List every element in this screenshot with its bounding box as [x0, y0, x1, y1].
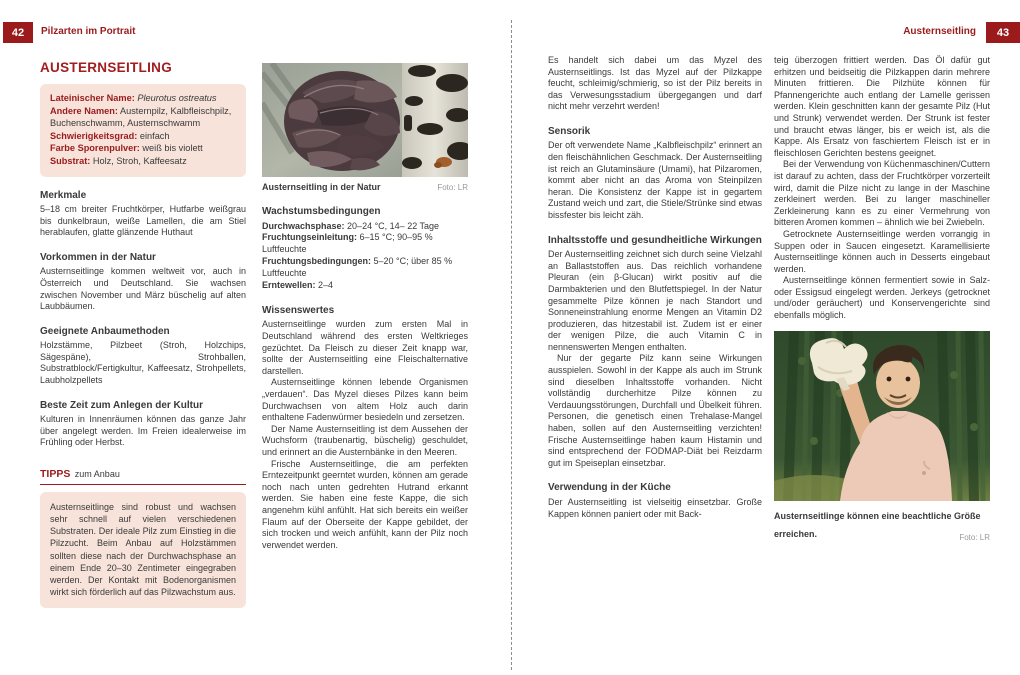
photo-caption-row: [774, 506, 990, 542]
infobox-value-substrate: Holz, Stroh, Kaffeesatz: [92, 155, 187, 166]
left-page-column-2: [262, 63, 468, 551]
growth-conditions-list: [262, 221, 468, 292]
growth-value: 5–20 °C; über 85 % Luftfeuchte: [262, 256, 453, 279]
growth-value: 6–15 °C; 90–95 % Luftfeuchte: [262, 232, 433, 255]
photo-caption: Austernseitling in der Natur: [262, 182, 381, 192]
verwendung-paragraph-continued: teig überzogen frittiert werden. Das Öl dafür gut erhitzen und beidseitig die Pilzkappen darin mehrere Minuten frittieren. Die Pilzhüte können für Pfannengerichte auch entlang der Lamelle gerissen werden. Klein geschnitten kann der gesamte Pilz (Hut und Strunk) verwendet werden. Der Strunk ist fester und braucht etwas länger, bis er weich ist, als die Kappe. Als Ersatz von faschiertem Fleisch ist er in fleischlosen Gerichten bestens geeignet.: [774, 55, 990, 158]
infobox-label: Schwierigkeitsgrad:: [50, 130, 138, 141]
running-head-left: Pilzarten im Portrait: [41, 26, 136, 37]
section-heading-sensorik: Sensorik: [548, 125, 591, 137]
infobox-value-other-names: Austernpilz, Kalbfleischpilz, Buchenschwamm, Austernschwamm: [50, 105, 232, 129]
growth-label: Erntewellen:: [262, 280, 316, 291]
growth-value: 2–4: [318, 280, 334, 291]
sensorik-paragraph: Der oft verwendete Name „Kalbfleischpilz“ erinnert an den fleischähnlichen Geschmack. Der Austernseitling ist reich an Glutaminsäure (Umami), hat Pilzaromen, kommt aber nicht an das Aroma von Steinpilzen heran. Die Konsistenz der Kappe ist in gegartem Zustand weich und zart, die Stiele/Strünke sind etwas bissfester bis leicht zäh.: [548, 140, 762, 221]
photo-oyster-mushroom-in-nature: [262, 63, 468, 177]
section-heading-wissenswertes: Wissenswertes: [262, 304, 335, 316]
tips-box: Austernseitlinge sind robust und wachsen sehr schnell auf vielen verschiedenen Substraten. Der ideale Pilz zum Einstieg in die Pilzzucht. Beim Anbau auf Holzstämmen sollten diese nach der Durchwachsphase an einem Ende 20–30 Zentimeter eingegraben werden. Der Kontakt mit Bodenorganismen wirkt sich förderlich auf das Pilzwachstum aus.: [40, 492, 246, 608]
photo-man-holding-mushroom: [774, 331, 990, 501]
growth-label: Fruchtungseinleitung:: [262, 232, 357, 243]
section-text-anbaumethoden: Holzstämme, Pilzbeet (Stroh, Holzchips, Sägespäne), Strohballen, Substratblock/Fertigkultur, Kaffeesatz, Strohpellets, Laubholzpellets: [40, 340, 246, 385]
infobox-value-difficulty: einfach: [139, 130, 170, 141]
tips-label: TIPPS: [40, 467, 71, 480]
page-number-left: 42: [3, 22, 33, 43]
fermentiert-paragraph: Austernseitlinge können fermentiert sowie in Salz- oder Essigsud eingelegt werden. Jerkeys (getrocknet und/oder geräuchert) und Konservengerichte sind ebenfalls möglich.: [774, 275, 990, 321]
wissenswertes-paragraph-2: Austernseitlinge können lebende Organismen „verdauen“. Das Myzel dieses Pilzes kann beim Durchwachsen von altem Holz auch darin enthaltene Fadenwürmer besiedeln und zersetzen.: [262, 377, 468, 423]
kuechenmaschinen-paragraph: Bei der Verwendung von Küchenmaschinen/Cuttern ist darauf zu achten, dass der Fruchtkörper vorzerteilt wird, damit die Pilze nicht zu lange in der Maschine zerkleinert werden. Bei zu langer maschineller Zerkleinerung kann es zu einer Vermehrung von bitteren Aromen kommen – ähnlich wie bei Zwiebeln.: [774, 159, 990, 228]
photo-credit: Foto: LR: [959, 532, 990, 542]
infobox-label: Andere Namen:: [50, 105, 118, 116]
section-heading-wachstumsbedingungen: Wachstumsbedingungen: [262, 206, 381, 217]
inhaltsstoffe-paragraph-2: Nur der gegarte Pilz kann seine Wirkungen ausspielen. Sowohl in der Kappe als auch im Strunk sind dieselben Inhaltsstoffe vorhanden. Nicht vollständig durcherhitze Pilze können zu Verdauungsstörungen, Durchfall und Übelkeit führen. Personen, die genetisch einen Trehalase-Mangel haben, sollen auf den Austernseitling verzichten! Frische Austernseitlinge haben kaum Histamin und sind entsprechend der FODMAP-Diät bei Reizdarm gut im Speiseplan einsetzbar.: [548, 353, 762, 468]
tips-sublabel: zum Anbau: [74, 468, 120, 479]
page-number-right: 43: [986, 22, 1020, 43]
infobox-label: Substrat:: [50, 155, 91, 166]
section-text-merkmale: 5–18 cm breiter Fruchtkörper, Hutfarbe weißgrau bis dunkelbraun, weiße Lamellen, die am Stiel herablaufen, glatte glänzende Huthaut: [40, 204, 246, 238]
infobox-label: Farbe Sporenpulver:: [50, 143, 140, 154]
growth-value: 20–24 °C, 14– 22 Tage: [347, 220, 440, 231]
right-page-column-2: [774, 55, 990, 542]
section-heading-vorkommen: Vorkommen in der Natur: [40, 251, 156, 263]
tips-heading: [40, 464, 246, 485]
article-title: AUSTERNSEITLING: [40, 60, 173, 75]
section-heading-inhaltsstoffe: Inhaltsstoffe und gesundheitliche Wirkungen: [548, 234, 762, 246]
infobox-value-latin-name: Pleurotus ostreatus: [137, 93, 217, 103]
wissenswertes-paragraph-4: Frische Austernseitlinge, die am perfekten Erntezeitpunkt geerntet wurden, können am gerade noch nach unten gedrehten Hutrand erkannt werden. Sie haben eine feste Kappe, die sich angenehm kühl anfühlt. Hat sich bereits ein weißer Flaum auf der Oberseite der Kappe gebildet, der sich trocken und weich anfühlt, kann der Pilz noch verwendet werden.: [262, 458, 468, 550]
infobox-value-spore-color: weiß bis violett: [142, 143, 203, 154]
infobox-label: Lateinischer Name:: [50, 93, 135, 103]
section-heading-merkmale: Merkmale: [40, 189, 87, 201]
section-heading-beste-zeit: Beste Zeit zum Anlegen der Kultur: [40, 399, 203, 411]
page-fold-dashed-line: [511, 20, 512, 670]
wissenswertes-paragraph-1: Austernseitlinge wurden zum ersten Mal in Deutschland während des ersten Weltkrieges gezüchtet. Da Fleisch zu dieser Zeit knapp war, sollte der Austernseitling eine Fleischalternative darstellen.: [262, 319, 468, 376]
wissenswertes-paragraph-3: Der Name Austernseitling ist dem Aussehen der Wuchsform (traubenartig, büschelig) geschuldet, und erinnert an die Austernbänke in den Meeren.: [262, 423, 468, 457]
verwendung-paragraph-start: Der Austernseitling ist vielseitig einsetzbar. Große Kappen können paniert oder mit Back-: [548, 496, 762, 519]
inhaltsstoffe-paragraph-1: Der Austernseitling zeichnet sich durch seine Vielzahl an Ballaststoffen aus. Das reichlich vorhandene Pleuran (ein β-Glucan) wirkt positiv auf die Darmbakterien und den Blutfettspiegel. In der Natur gesammelte Pilze können je nach Standort und Sonneneinstrahlung enorme Mengen an Vitamin D2 produzieren, das hitzestabil ist. Zudem ist er einer der wenigen Pilze, die auch Vitamin C in nennenswerten Mengen enthalten.: [548, 249, 762, 352]
growth-label: Fruchtungsbedingungen:: [262, 256, 371, 267]
left-page-column-1: [40, 60, 246, 608]
photo-caption: Austernseitlinge können eine beachtliche Größe erreichen.: [774, 510, 981, 539]
running-head-right: Austernseitling: [903, 26, 976, 37]
section-heading-anbaumethoden: Geeignete Anbaumethoden: [40, 325, 170, 337]
section-heading-verwendung: Verwendung in der Küche: [548, 482, 671, 494]
section-text-beste-zeit: Kulturen in Innenräumen können das ganze Jahr über angelegt werden. Im Freien idealerweise im Frühling oder Herbst.: [40, 414, 246, 448]
photo-credit: Foto: LR: [437, 183, 468, 192]
right-page-column-1: [548, 55, 762, 520]
getrocknete-paragraph: Getrocknete Austernseitlinge werden vorrangig in Suppen oder in Saucen eingesetzt. Karamellisierte Austernseitlinge können auch in Desserts eingebaut werden.: [774, 228, 990, 274]
section-text-vorkommen: Austernseitlinge kommen weltweit vor, auch in Österreich und Deutschland. Sie wachsen zwischen November und März büschelig auf alten Laubbäumen.: [40, 266, 246, 312]
myzel-warning-paragraph: Es handelt sich dabei um das Myzel des Austernseitlings. Ist das Myzel auf der Pilzkappe feucht, schleimig/schmierig, so ist der Pilz bereits in das Verwesungsstadium übergegangen und darf nicht mehr verzehrt werden!: [548, 55, 762, 112]
species-infobox: [40, 84, 246, 177]
growth-label: Durchwachsphase:: [262, 220, 345, 231]
